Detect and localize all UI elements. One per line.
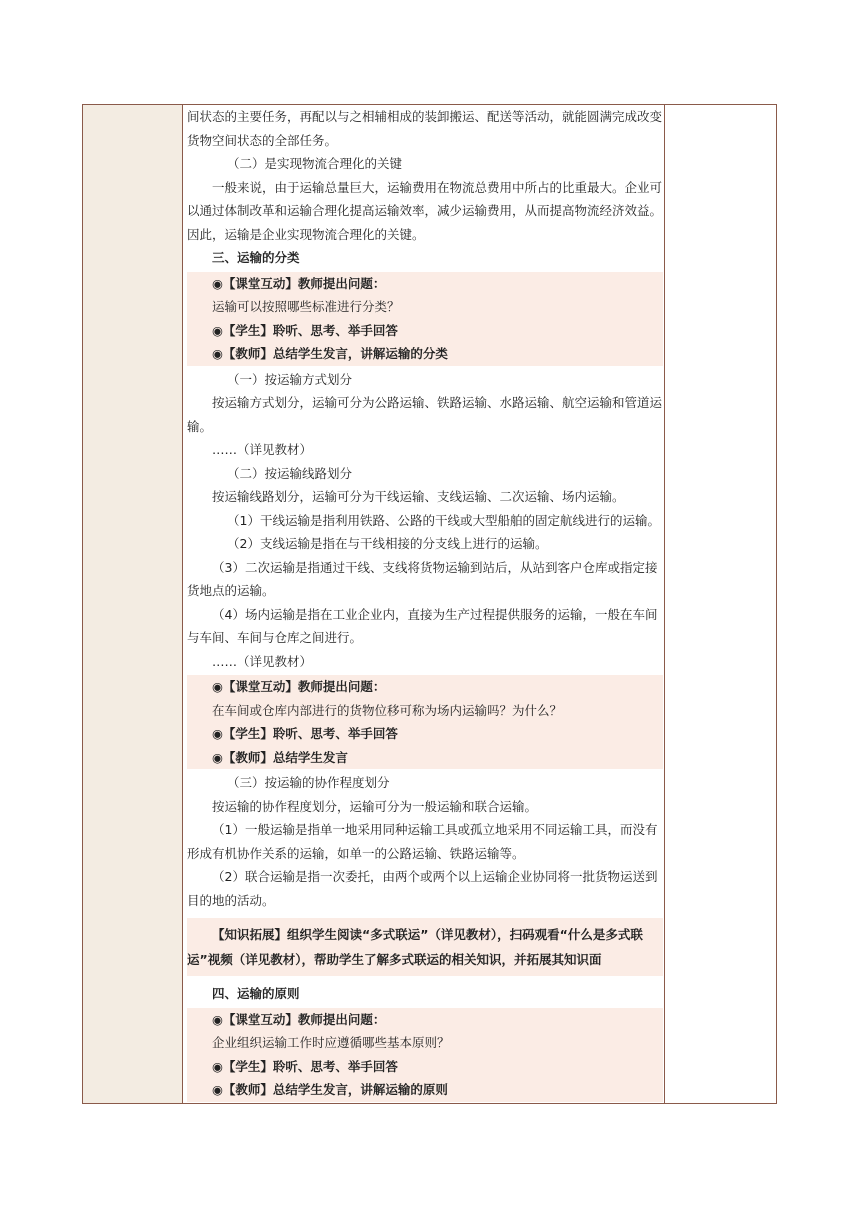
student-line: ◉【学生】聆听、思考、举手回答	[212, 1058, 398, 1074]
interaction-box-2	[187, 675, 663, 769]
subheading-2: （二）是实现物流合理化的关键	[227, 156, 403, 171]
teacher-line: ◉【教师】总结学生发言	[212, 749, 348, 765]
category-1-text: 按运输方式划分，运输可分为公路运输、铁路运输、水路运输、航空运输和管道运输。	[187, 395, 663, 434]
knowledge-extension-text: 【知识拓展】组织学生阅读“多式联运”（详见教材），扫码观看“什么是多式联运”视频（详见教材），帮助学生了解多式联运的相关知识，并拓展其知识面	[187, 927, 643, 967]
category-1-title: （一）按运输方式划分	[227, 371, 353, 387]
question-text: 在车间或仓库内部进行的货物位移可称为场内运输吗？为什么？	[212, 702, 563, 718]
interaction-box-1	[187, 272, 663, 366]
category-2-title: （二）按运输线路划分	[227, 465, 353, 481]
question-label: ◉【课堂互动】教师提出问题：	[212, 1011, 386, 1027]
interaction-box-3	[187, 1008, 663, 1102]
category-3-title: （三）按运输的协作程度划分	[227, 775, 390, 790]
category-2-item-2: （2）支线运输是指在与干线相接的分支线上进行的运输。	[227, 536, 548, 551]
question-label: ◉【课堂互动】教师提出问题：	[212, 679, 386, 694]
question-text: 企业组织运输工作时应遵循哪些基本原则？	[212, 1035, 450, 1050]
category-1-more: ……（详见教材）	[212, 442, 313, 457]
category-3-text: 按运输的协作程度划分，运输可分为一般运输和联合运输。	[212, 798, 538, 814]
category-3-item-1: （1）一般运输是指单一地采用同种运输工具或孤立地采用不同运输工具，而没有形成有机协作关系的运输，如单一的公路运输、铁路运输等。	[187, 822, 658, 861]
question-text: 运输可以按照哪些标准进行分类？	[212, 299, 400, 314]
student-line: ◉【学生】聆听、思考、举手回答	[212, 726, 398, 741]
question-label: ◉【课堂互动】教师提出问题：	[212, 275, 386, 291]
paragraph-2: 一般来说，由于运输总量巨大，运输费用在物流总费用中所占的比重最大。企业可以通过体制改革和运输合理化提高运输效率，减少运输费用，从而提高物流经济效益。因此，运输是企业实现物流合理化的关键。	[187, 179, 663, 242]
content-column	[187, 105, 663, 1104]
category-2-item-3: （3）二次运输是指通过干线、支线将货物运输到站后，从站到客户仓库或指定接货地点的运输。	[187, 559, 658, 598]
category-2-item-4: （4）场内运输是指在工业企业内，直接为生产过程提供服务的运输，一般在车间与车间、车间与仓库之间进行。	[187, 606, 658, 645]
left-column	[83, 105, 183, 1103]
category-3-item-2: （2）联合运输是指一次委托，由两个或两个以上运输企业协同将一批货物运送到目的地的活动。	[187, 869, 658, 908]
section-heading-4: 四、运输的原则	[212, 986, 300, 1001]
teacher-line: ◉【教师】总结学生发言，讲解运输的原则	[212, 1082, 448, 1097]
category-2-item-1: （1）干线运输是指利用铁路、公路的干线或大型船舶的固定航线进行的运输。	[227, 512, 660, 528]
section-heading-3: 三、运输的分类	[212, 250, 300, 265]
paragraph-continued: 间状态的主要任务，再配以与之相辅相成的装卸搬运、配送等活动，就能圆满完成改变货物空间状态的全部任务。	[187, 109, 663, 148]
student-line: ◉【学生】聆听、思考、举手回答	[212, 322, 398, 338]
lesson-table	[82, 104, 777, 1104]
right-column	[664, 105, 776, 1103]
teacher-line: ◉【教师】总结学生发言，讲解运输的分类	[212, 346, 448, 361]
knowledge-extension-box	[187, 918, 663, 976]
category-2-more: ……（详见教材）	[212, 653, 313, 669]
category-2-text: 按运输线路划分，运输可分为干线运输、支线运输、二次运输、场内运输。	[212, 489, 625, 504]
